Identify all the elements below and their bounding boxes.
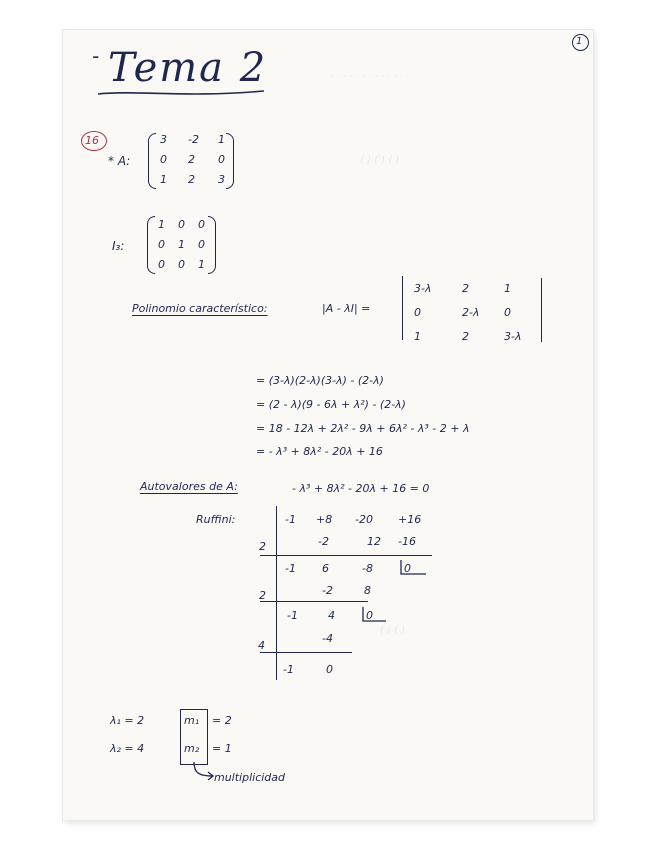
matrix-a-cell: 1 <box>218 133 225 146</box>
ruffini-label: Ruffini: <box>196 513 236 526</box>
identity-left-bracket <box>147 216 155 274</box>
expansion-line-2: = (2 - λ)(9 - 6λ + λ²) - (2-λ) <box>256 398 406 411</box>
multiplicity-1-value: = 2 <box>212 714 232 727</box>
matrix-a-cell: -2 <box>188 133 199 146</box>
matrix-a-right-bracket <box>226 133 234 189</box>
identity-label: I₃: <box>112 239 125 253</box>
determinant-cell: 0 <box>414 306 421 319</box>
ruffini-s3-product-1: -4 <box>322 632 333 645</box>
identity-cell: 0 <box>198 218 205 231</box>
determinant-right-bar <box>541 278 542 342</box>
ruffini-s2-remainder: 0 <box>366 609 373 622</box>
bleed-through-text: ( ) ( ) <box>380 625 406 636</box>
ruffini-s1-product-3: -16 <box>398 535 416 548</box>
page-title: Tema 2 <box>108 45 268 91</box>
ruffini-s1-remainder: 0 <box>404 562 411 575</box>
determinant-cell: 1 <box>504 282 511 295</box>
eigen-equation: - λ³ + 8λ² - 20λ + 16 = 0 <box>292 482 430 495</box>
determinant-cell: 2-λ <box>462 306 480 319</box>
matrix-a-cell: 1 <box>160 173 167 186</box>
title-dash: - <box>92 44 100 68</box>
identity-cell: 0 <box>198 238 205 251</box>
determinant-left-bar <box>402 276 403 340</box>
ruffini-s2-result-1: -1 <box>287 609 298 622</box>
bleed-through-text: ( ) ( ) ( ) <box>360 155 400 166</box>
ruffini-s2-product-2: 8 <box>364 584 371 597</box>
ruffini-s1-result-1: -1 <box>285 562 296 575</box>
ruffini-s3-result-1: -1 <box>283 663 294 676</box>
remainder-mark-2 <box>360 606 388 626</box>
char-poly-label: Polinomio característico: <box>132 302 268 315</box>
exercise-number: 16 <box>85 134 99 147</box>
remainder-mark-1 <box>398 559 428 579</box>
ruffini-divisor-2: 2 <box>259 589 266 602</box>
identity-right-bracket <box>208 216 216 274</box>
determinant-cell: 2 <box>462 330 469 343</box>
page-number: 1 <box>576 36 583 47</box>
multiplicity-1-label: m₁ <box>184 714 200 727</box>
identity-cell: 0 <box>178 218 185 231</box>
expansion-line-1: = (3-λ)(2-λ)(3-λ) - (2-λ) <box>256 374 384 387</box>
identity-cell: 0 <box>158 238 165 251</box>
ruffini-s2-result-2: 4 <box>328 609 335 622</box>
bleed-through-text: · · · · · · · · · · · · · <box>330 72 410 83</box>
eigenvalue-2: λ₂ = 4 <box>110 742 145 755</box>
ruffini-s1-result-3: -8 <box>362 562 373 575</box>
ruffini-coef-3: -20 <box>355 513 373 526</box>
expansion-line-3: = 18 - 12λ + 2λ² - 9λ + 6λ² - λ³ - 2 + λ <box>256 422 470 435</box>
identity-cell: 0 <box>158 258 165 271</box>
char-poly-expression: |A - λI| = <box>322 302 371 315</box>
matrix-a-cell: 3 <box>218 173 225 186</box>
identity-cell: 1 <box>158 218 165 231</box>
ruffini-coef-4: +16 <box>398 513 422 526</box>
multiplicity-note: multiplicidad <box>214 771 286 784</box>
ruffini-s3-remainder: 0 <box>326 663 333 676</box>
identity-cell: 1 <box>198 258 205 271</box>
eigen-label: Autovalores de A: <box>140 480 238 493</box>
identity-cell: 1 <box>178 238 185 251</box>
multiplicity-2-label: m₂ <box>184 742 200 755</box>
eigenvalue-1: λ₁ = 2 <box>110 714 145 727</box>
matrix-a-cell: 2 <box>188 153 195 166</box>
arrow-icon <box>192 762 216 782</box>
ruffini-divisor-1: 2 <box>259 540 266 553</box>
matrix-a-cell: 2 <box>188 173 195 186</box>
determinant-cell: 0 <box>504 306 511 319</box>
ruffini-coef-1: -1 <box>285 513 296 526</box>
ruffini-coef-2: +8 <box>316 513 333 526</box>
ruffini-hline-3 <box>260 652 352 653</box>
determinant-cell: 2 <box>462 282 469 295</box>
ruffini-vertical-line <box>276 506 277 680</box>
matrix-a-left-bracket <box>148 133 156 189</box>
identity-cell: 0 <box>178 258 185 271</box>
matrix-a-cell: 0 <box>218 153 225 166</box>
matrix-a-cell: 0 <box>160 153 167 166</box>
matrix-a-label: * A: <box>108 154 131 168</box>
determinant-cell: 3-λ <box>504 330 522 343</box>
ruffini-s1-product-2: 12 <box>367 535 381 548</box>
determinant-cell: 3-λ <box>414 282 432 295</box>
ruffini-hline-2 <box>260 601 368 602</box>
matrix-a-cell: 3 <box>160 133 167 146</box>
determinant-cell: 1 <box>414 330 421 343</box>
expansion-line-4: = - λ³ + 8λ² - 20λ + 16 <box>256 445 383 458</box>
title-underline <box>96 86 266 102</box>
ruffini-s1-result-2: 6 <box>322 562 329 575</box>
multiplicity-2-value: = 1 <box>212 742 232 755</box>
ruffini-s1-product-1: -2 <box>318 535 329 548</box>
ruffini-s2-product-1: -2 <box>322 584 333 597</box>
ruffini-hline-1 <box>260 555 432 556</box>
ruffini-divisor-3: 4 <box>258 639 265 652</box>
